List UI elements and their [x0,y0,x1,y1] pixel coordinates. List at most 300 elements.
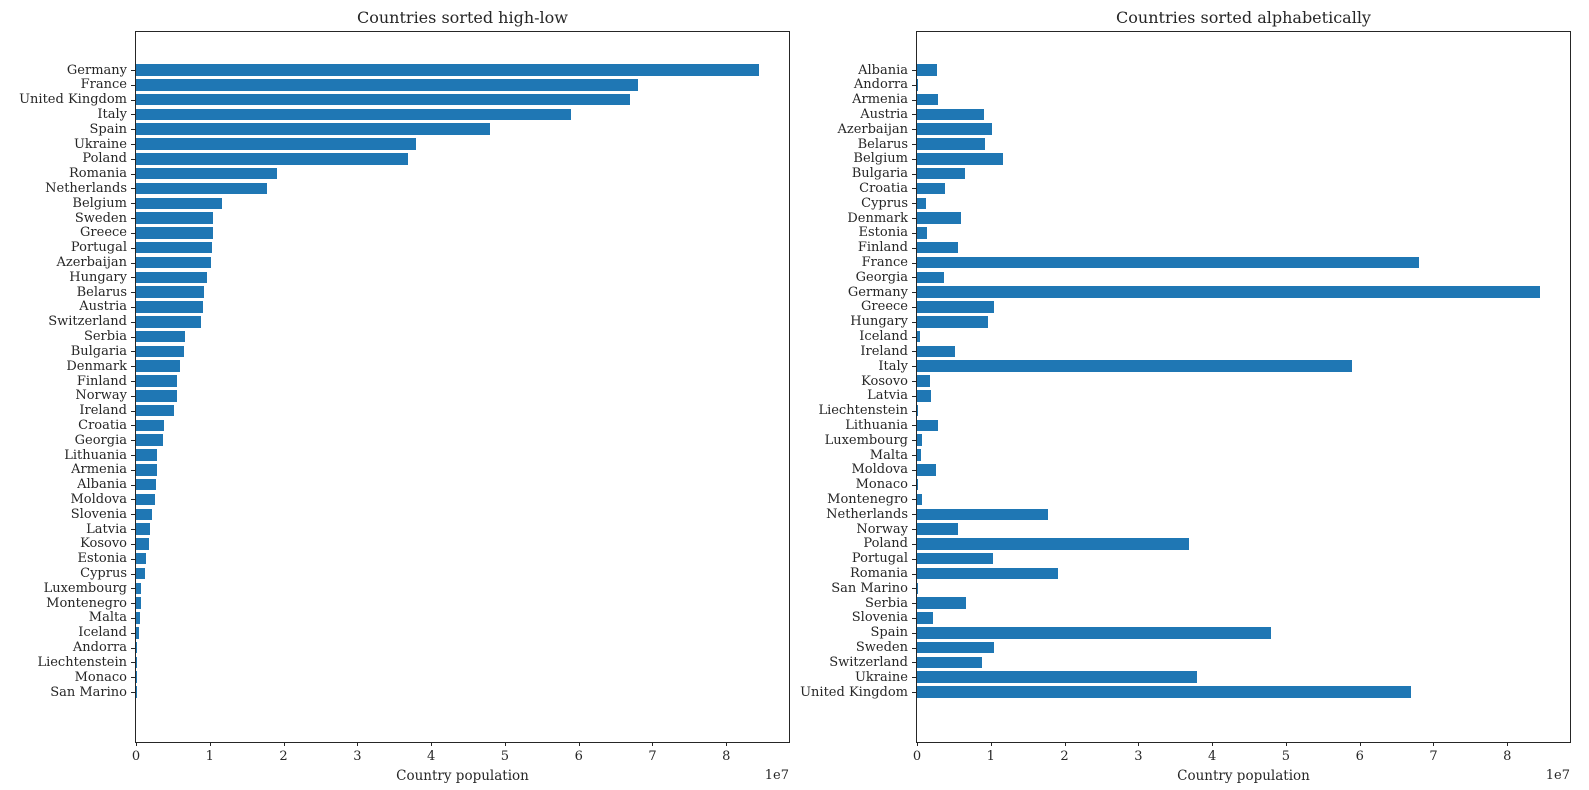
bar-romania [917,568,1058,580]
y-tick-mark [131,588,135,589]
y-tick-label: Iceland [78,625,127,641]
y-tick-mark [131,529,135,530]
bar-lithuania [136,449,157,461]
y-tick-mark [131,411,135,412]
bar-latvia [917,390,931,402]
y-tick-mark [912,514,916,515]
x-tick-mark [1507,742,1508,746]
y-tick-label: Netherlands [826,506,908,522]
y-tick-mark [912,307,916,308]
y-tick-mark [131,574,135,575]
x-tick-mark [210,742,211,746]
bar-switzerland [136,316,201,328]
bar-armenia [136,464,157,476]
y-tick-label: San Marino [50,684,127,700]
y-tick-label: Azerbaijan [837,121,908,137]
y-tick-label: Belgium [853,151,908,167]
y-tick-label: Denmark [66,358,127,374]
y-tick-mark [912,381,916,382]
x-tick-label: 8 [1503,749,1512,764]
y-tick-label: Finland [76,373,127,389]
x-tick-mark [1138,742,1139,746]
y-tick-label: Italy [97,106,127,122]
y-tick-mark [912,248,916,249]
y-tick-label: Ireland [860,343,908,359]
y-tick-mark [131,188,135,189]
y-tick-label: Monaco [74,669,127,685]
y-tick-label: Greece [861,299,908,315]
y-tick-mark [912,159,916,160]
y-tick-mark [912,440,916,441]
y-tick-label: Finland [857,240,908,256]
y-tick-label: Romania [69,166,127,182]
bar-ukraine [917,671,1197,683]
x-tick-mark [431,742,432,746]
y-tick-mark [912,485,916,486]
bar-ireland [917,346,955,358]
y-tick-label: Luxembourg [43,580,127,596]
bar-bulgaria [917,168,965,180]
bar-poland [917,538,1189,550]
y-tick-mark [912,114,916,115]
y-tick-label: Kosovo [861,373,908,389]
bar-moldova [136,494,155,506]
y-tick-label: Switzerland [829,654,908,670]
y-tick-mark [912,559,916,560]
y-tick-mark [131,544,135,545]
bar-united-kingdom [917,686,1411,698]
y-tick-mark [131,559,135,560]
y-tick-mark [131,381,135,382]
bar-cyprus [917,198,926,210]
y-tick-mark [131,218,135,219]
y-tick-label: Iceland [859,329,908,345]
x-axis-label: Country population [1177,768,1310,784]
bar-albania [917,64,937,76]
bar-hungary [917,316,988,328]
bar-austria [136,301,203,313]
subplot-alphabetical [800,8,1571,784]
bar-denmark [917,212,961,224]
y-tick-mark [131,129,135,130]
y-tick-label: Azerbaijan [56,255,127,271]
y-tick-mark [131,470,135,471]
bar-greece [136,227,213,239]
bar-belarus [136,286,204,298]
y-tick-label: Estonia [858,225,908,241]
x-tick-label: 1 [205,749,214,764]
bar-norway [136,390,177,402]
bar-andorra [917,79,918,91]
y-tick-label: Albania [77,477,127,493]
bar-lithuania [917,420,938,432]
bar-greece [917,301,994,313]
y-tick-mark [131,396,135,397]
y-tick-label: Denmark [847,210,908,226]
y-tick-mark [912,322,916,323]
bar-portugal [136,242,212,254]
bar-belarus [917,138,985,150]
bar-netherlands [136,183,267,195]
y-tick-mark [131,70,135,71]
y-tick-label: Norway [75,388,127,404]
bar-ireland [136,405,174,417]
bar-germany [136,64,759,76]
y-tick-label: Slovenia [851,610,908,626]
y-tick-mark [131,337,135,338]
y-tick-mark [131,307,135,308]
bar-luxembourg [917,434,922,446]
y-tick-label: Armenia [852,92,908,108]
y-tick-label: Albania [858,62,908,78]
y-tick-mark [131,100,135,101]
y-tick-label: Belarus [76,284,127,300]
bar-serbia [136,331,185,343]
y-tick-label: Belgium [72,195,127,211]
y-tick-label: Austria [860,106,908,122]
y-tick-mark [131,351,135,352]
bars-layer [136,32,789,742]
y-tick-label: Cyprus [861,195,908,211]
x-tick-label: 4 [427,749,436,764]
y-tick-label: Andorra [853,77,908,93]
y-tick-mark [912,277,916,278]
bar-montenegro [917,494,922,506]
bar-serbia [917,597,966,609]
bar-estonia [136,553,146,565]
bar-croatia [917,183,945,195]
bar-albania [136,479,156,491]
bar-belgium [917,153,1003,165]
y-tick-label: Serbia [83,329,127,345]
y-tick-label: Portugal [851,551,908,567]
y-tick-label: Lithuania [64,447,127,463]
chart-title: Countries sorted high-low [357,8,568,27]
y-tick-label: Hungary [69,269,127,285]
y-tick-mark [912,85,916,86]
x-tick-mark [1212,742,1213,746]
y-tick-mark [912,129,916,130]
y-tick-label: Malta [88,610,127,626]
x-tick-mark [136,742,137,746]
y-tick-mark [912,263,916,264]
bar-sweden [917,642,994,654]
bar-finland [917,242,958,254]
chart-title: Countries sorted alphabetically [1116,8,1371,27]
bar-slovenia [917,612,933,624]
y-tick-label: Bulgaria [70,343,127,359]
y-tick-label: Cyprus [80,566,127,582]
y-tick-mark [131,366,135,367]
y-tick-mark [912,618,916,619]
x-tick-mark [1360,742,1361,746]
bar-azerbaijan [917,123,992,135]
y-tick-label: Portugal [70,240,127,256]
bar-united-kingdom [136,94,630,106]
x-tick-mark [1286,742,1287,746]
y-tick-label: Norway [856,521,908,537]
y-tick-label: Liechtenstein [818,403,908,419]
bar-france [136,79,638,91]
y-tick-label: Austria [79,299,127,315]
y-tick-label: Ukraine [854,669,908,685]
y-tick-label: Latvia [86,521,127,537]
x-axis-label: Country population [396,768,529,784]
bar-france [917,257,1419,269]
x-tick-label: 5 [1281,749,1291,764]
y-tick-mark [131,514,135,515]
y-tick-mark [131,603,135,604]
bar-finland [136,375,177,387]
y-tick-mark [131,499,135,500]
bar-moldova [917,464,936,476]
y-tick-mark [912,188,916,189]
x-tick-label: 0 [912,749,922,764]
y-tick-label: Poland [863,536,908,552]
subplot-high-low [19,8,790,784]
y-tick-label: Sweden [74,210,127,226]
y-tick-mark [131,322,135,323]
bar-slovenia [136,509,152,521]
y-tick-mark [912,144,916,145]
y-tick-mark [912,544,916,545]
x-tick-mark [726,742,727,746]
x-tick-label: 0 [131,749,141,764]
bars-layer [917,32,1570,742]
y-tick-mark [131,85,135,86]
y-tick-label: Georgia [855,269,908,285]
y-tick-label: Bulgaria [851,166,908,182]
bar-norway [917,523,958,535]
bar-armenia [917,94,938,106]
x-tick-label: 7 [1429,749,1438,764]
y-tick-mark [912,233,916,234]
bar-denmark [136,360,180,372]
y-tick-mark [912,662,916,663]
bar-ukraine [136,138,416,150]
y-tick-mark [912,100,916,101]
y-tick-mark [131,233,135,234]
bar-malta [917,449,921,461]
y-tick-label: Romania [850,566,908,582]
y-tick-mark [131,144,135,145]
bar-croatia [136,420,164,432]
bar-belgium [136,198,222,210]
x-tick-mark [652,742,653,746]
bar-cyprus [136,568,145,580]
y-tick-mark [131,455,135,456]
y-tick-label: Croatia [78,417,127,433]
y-tick-mark [131,159,135,160]
x-tick-label: 4 [1208,749,1217,764]
bar-latvia [136,523,150,535]
y-axis-labels [7,32,135,742]
y-tick-label: Monaco [855,477,908,493]
y-tick-label: Hungary [850,314,908,330]
bar-kosovo [917,375,930,387]
y-tick-mark [131,677,135,678]
bar-italy [917,360,1352,372]
y-tick-mark [912,588,916,589]
y-tick-mark [912,292,916,293]
y-tick-mark [131,692,135,693]
y-tick-mark [912,411,916,412]
bar-sweden [136,212,213,224]
y-tick-label: Kosovo [80,536,127,552]
y-tick-label: Armenia [71,462,127,478]
x-tick-label: 2 [1060,749,1069,764]
y-tick-label: Spain [89,121,127,137]
y-tick-mark [912,692,916,693]
bar-germany [917,286,1540,298]
x-tick-label: 7 [648,749,657,764]
y-tick-mark [131,648,135,649]
y-tick-mark [912,396,916,397]
bar-spain [917,627,1271,639]
y-tick-mark [912,603,916,604]
x-tick-mark [917,742,918,746]
x-tick-mark [1065,742,1066,746]
y-tick-label: Serbia [864,595,908,611]
bar-italy [136,109,571,121]
x-tick-label: 1 [986,749,995,764]
bar-poland [136,153,408,165]
y-tick-mark [131,248,135,249]
y-tick-mark [131,425,135,426]
y-tick-mark [912,677,916,678]
y-tick-mark [912,351,916,352]
bar-hungary [136,272,207,284]
y-tick-label: France [80,77,127,93]
y-tick-label: Montenegro [46,595,127,611]
x-tick-label: 8 [722,749,731,764]
y-tick-mark [131,440,135,441]
x-tick-label: 2 [279,749,288,764]
y-tick-label: Andorra [72,640,127,656]
y-tick-label: Sweden [855,640,908,656]
x-tick-mark [579,742,580,746]
bar-georgia [136,434,163,446]
y-tick-label: Belarus [857,136,908,152]
y-tick-mark [912,70,916,71]
y-tick-label: Lithuania [845,417,908,433]
y-tick-label: Georgia [74,432,127,448]
y-tick-mark [912,470,916,471]
y-tick-label: Liechtenstein [37,654,127,670]
bar-portugal [917,553,993,565]
y-tick-label: San Marino [831,580,908,596]
y-tick-mark [131,263,135,264]
y-tick-label: Germany [847,284,908,300]
y-tick-mark [912,455,916,456]
y-tick-mark [912,499,916,500]
y-tick-label: Poland [82,151,127,167]
y-tick-mark [131,633,135,634]
bar-austria [917,109,984,121]
y-tick-mark [912,633,916,634]
y-tick-mark [912,648,916,649]
bar-luxembourg [136,583,141,595]
y-tick-label: Croatia [859,180,908,196]
bar-romania [136,168,277,180]
y-tick-label: Latvia [867,388,908,404]
y-tick-mark [131,618,135,619]
x-tick-mark [991,742,992,746]
y-tick-mark [912,174,916,175]
x-tick-mark [1433,742,1434,746]
x-axis-offset-text: 1e7 [764,768,789,783]
y-tick-label: Estonia [77,551,127,567]
bar-bulgaria [136,346,184,358]
y-tick-mark [131,203,135,204]
x-tick-label: 3 [1134,749,1143,764]
y-tick-mark [912,425,916,426]
bar-kosovo [136,538,149,550]
bar-montenegro [136,597,141,609]
x-tick-mark [505,742,506,746]
y-tick-label: Slovenia [70,506,127,522]
y-tick-label: Luxembourg [824,432,908,448]
x-tick-label: 6 [1355,749,1364,764]
bar-iceland [917,331,920,343]
y-tick-label: Malta [869,447,908,463]
bar-iceland [136,627,139,639]
y-tick-label: Montenegro [827,491,908,507]
y-tick-mark [131,485,135,486]
bar-spain [136,123,490,135]
y-tick-mark [131,174,135,175]
y-tick-label: Netherlands [45,180,127,196]
y-tick-label: France [861,255,908,271]
y-tick-mark [912,337,916,338]
bar-netherlands [917,509,1048,521]
bar-azerbaijan [136,257,211,269]
x-tick-mark [357,742,358,746]
x-tick-label: 5 [500,749,510,764]
y-tick-label: Germany [66,62,127,78]
y-tick-mark [131,114,135,115]
y-tick-mark [131,662,135,663]
y-tick-label: Spain [870,625,908,641]
y-tick-mark [912,574,916,575]
y-tick-mark [131,277,135,278]
x-axis-offset-text: 1e7 [1545,768,1570,783]
y-axis-labels [788,32,916,742]
y-tick-label: Switzerland [48,314,127,330]
y-tick-label: Moldova [70,491,127,507]
x-tick-label: 6 [574,749,583,764]
bar-andorra [136,642,137,654]
y-tick-label: Italy [878,358,908,374]
x-tick-label: 3 [353,749,362,764]
y-tick-mark [912,529,916,530]
bar-georgia [917,272,944,284]
y-tick-mark [131,292,135,293]
y-tick-label: Ukraine [73,136,127,152]
y-tick-label: United Kingdom [19,92,127,108]
y-tick-label: Greece [80,225,127,241]
bar-estonia [917,227,927,239]
y-tick-label: United Kingdom [800,684,908,700]
y-tick-label: Moldova [851,462,908,478]
x-tick-mark [284,742,285,746]
y-tick-mark [912,203,916,204]
y-tick-label: Ireland [79,403,127,419]
y-tick-mark [912,218,916,219]
bar-switzerland [917,657,982,669]
y-tick-mark [912,366,916,367]
bar-malta [136,612,140,624]
